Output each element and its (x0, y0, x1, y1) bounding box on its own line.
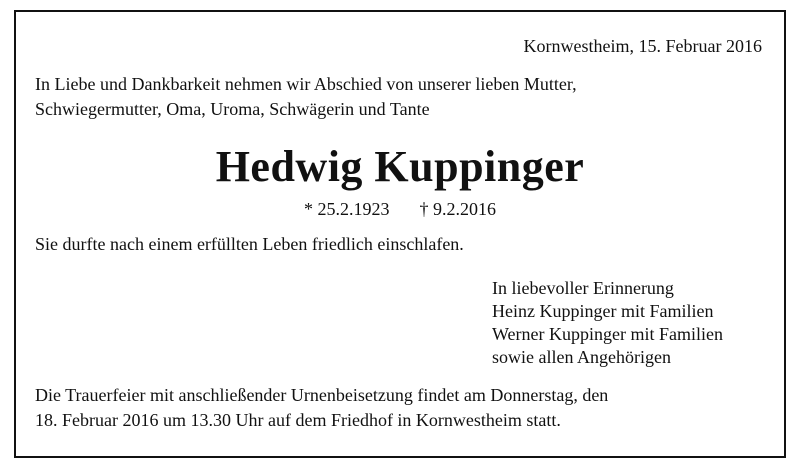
ceremony-paragraph (35, 383, 608, 433)
intro-line: Schwiegermutter, Oma, Uroma, Schwägerin und Tante (35, 99, 430, 119)
signature-line: In liebevoller Erinnerung (492, 278, 674, 298)
ceremony-line: Die Trauerfeier mit anschließender Urnenbeisetzung findet am Donnerstag, den (35, 385, 609, 405)
ceremony-line: 18. Februar 2016 um 13.30 Uhr auf dem Friedhof in Kornwestheim statt. (35, 410, 561, 430)
place-date: Kornwestheim, 15. Februar 2016 (523, 36, 762, 56)
signature-block (492, 277, 723, 369)
death-date: † 9.2.2016 (419, 199, 496, 219)
life-dates (0, 197, 800, 221)
statement-text: Sie durfte nach einem erfüllten Leben friedlich einschlafen. (35, 234, 464, 254)
signature-line: Heinz Kuppinger mit Familien (492, 301, 714, 321)
intro-paragraph (35, 72, 577, 122)
signature-line: sowie allen Angehörigen (492, 347, 671, 367)
signature-line: Werner Kuppinger mit Familien (492, 324, 723, 344)
deceased-name: Hedwig Kuppinger (215, 142, 585, 191)
birth-date: * 25.2.1923 (304, 199, 390, 219)
intro-line: In Liebe und Dankbarkeit nehmen wir Abschied von unserer lieben Mutter, (35, 74, 577, 94)
